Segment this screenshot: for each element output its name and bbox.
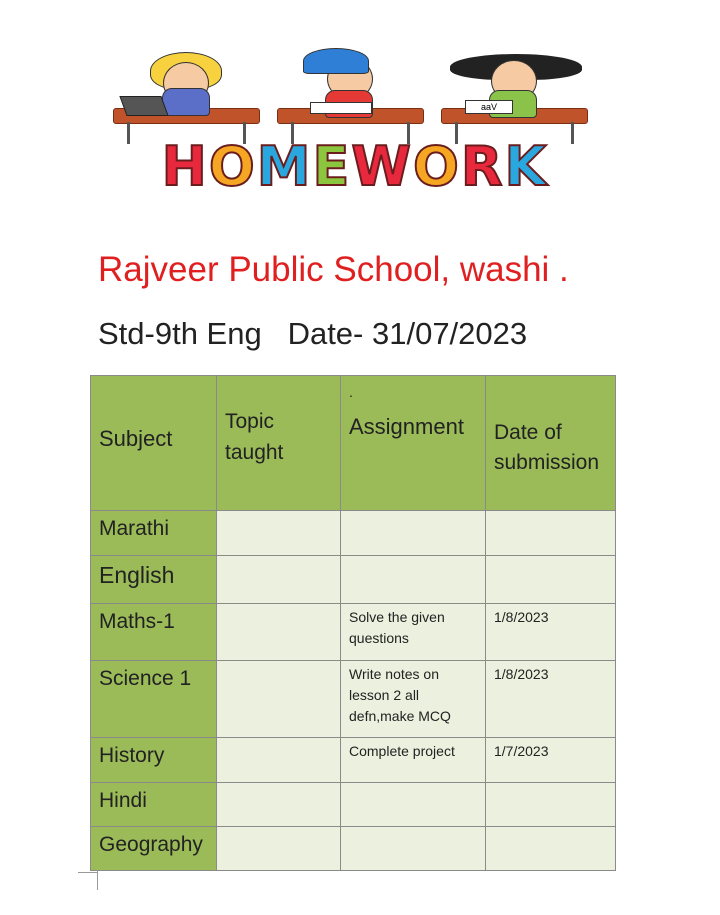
topic-cell [217, 604, 341, 661]
page-corner-mark [97, 870, 98, 890]
date-cell [486, 827, 616, 871]
column-header-assignment [341, 376, 486, 511]
assignment-cell [341, 511, 486, 556]
homework-letter: E [312, 135, 352, 198]
homework-banner [105, 40, 605, 210]
subject-cell: Geography [91, 827, 217, 871]
class-date-line [98, 316, 527, 352]
table-row [91, 604, 616, 661]
subject-cell: History [91, 738, 217, 783]
assignment-cell: Solve the given questions [341, 604, 486, 661]
topic-cell [217, 556, 341, 604]
topic-cell [217, 661, 341, 738]
kid-blonde-shirt [162, 88, 210, 116]
subject-cell: Science 1 [91, 661, 217, 738]
subject-cell: Marathi [91, 511, 217, 556]
date-cell [486, 783, 616, 827]
subject-cell: English [91, 556, 217, 604]
notebook-icon [310, 102, 372, 114]
date-cell [486, 556, 616, 604]
homework-letter: K [504, 135, 549, 198]
date-cell: 1/7/2023 [486, 738, 616, 783]
table-header-row [91, 376, 616, 511]
page-corner-mark [78, 872, 98, 873]
date-cell: 1/8/2023 [486, 661, 616, 738]
homework-letter: W [351, 135, 413, 198]
laptop-icon [119, 96, 168, 116]
subject-cell: Maths-1 [91, 604, 217, 661]
date-cell [486, 511, 616, 556]
homework-table [90, 375, 616, 871]
assignment-mark: . [349, 384, 353, 400]
assignment-cell: Write notes on lesson 2 all defn,make MCQ [341, 661, 486, 738]
cap-icon [303, 48, 369, 74]
topic-cell [217, 738, 341, 783]
assignment-cell [341, 783, 486, 827]
date-label: Date- 31/07/2023 [287, 316, 528, 351]
homework-letter: O [208, 135, 257, 198]
paper-icon: aaV [465, 100, 513, 114]
table-row [91, 511, 616, 556]
homework-letter: R [460, 135, 505, 198]
assignment-cell [341, 827, 486, 871]
homework-letter: H [161, 135, 209, 198]
homework-title [120, 135, 590, 198]
topic-cell [217, 511, 341, 556]
table-row [91, 661, 616, 738]
class-label: Std-9th Eng [98, 316, 262, 351]
column-header-subject: Subject [91, 376, 217, 511]
assignment-header-label: Assignment [349, 414, 464, 439]
assignment-cell [341, 556, 486, 604]
column-header-date: Date of submission [486, 376, 616, 511]
subject-cell: Hindi [91, 783, 217, 827]
table-row [91, 738, 616, 783]
assignment-cell: Complete project [341, 738, 486, 783]
topic-cell [217, 827, 341, 871]
table-row [91, 827, 616, 871]
homework-letter: O [412, 135, 461, 198]
homework-letter: M [256, 135, 313, 198]
table-row [91, 556, 616, 604]
column-header-topic: Topic taught [217, 376, 341, 511]
table-row [91, 783, 616, 827]
date-cell: 1/8/2023 [486, 604, 616, 661]
topic-cell [217, 783, 341, 827]
school-name: Rajveer Public School, washi . [98, 250, 569, 289]
